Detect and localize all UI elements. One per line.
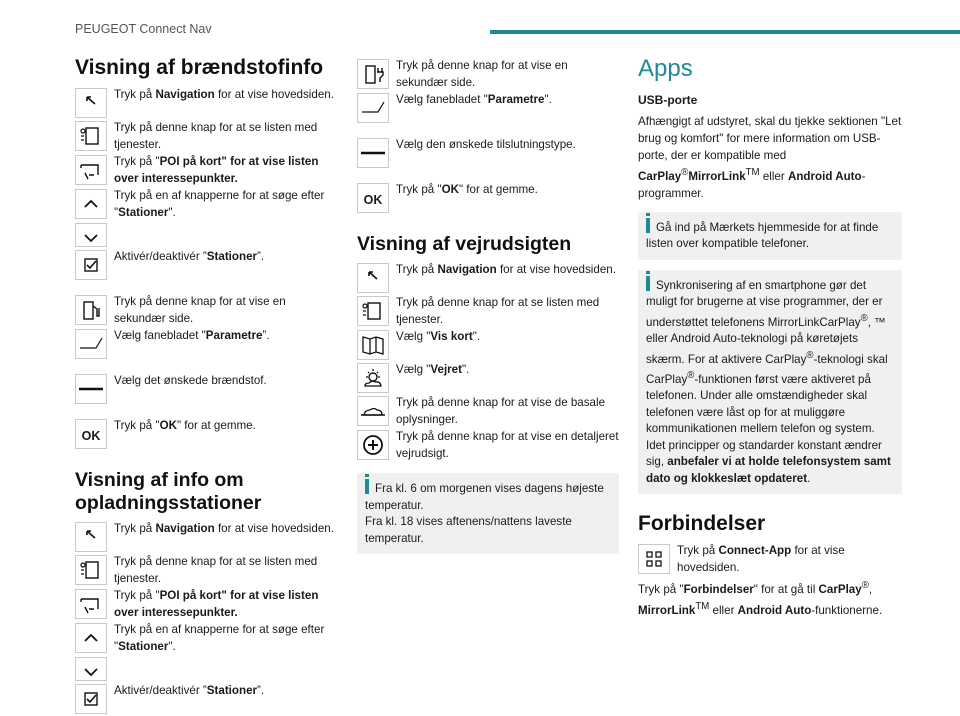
ok-icon: OK [75,419,107,449]
info-icon [646,218,650,233]
step-search-down [75,656,335,682]
column-2 [357,58,619,554]
step-apps-list: Tryk på denne knap for at se listen med tjenester. [75,120,335,153]
line-icon [75,374,107,404]
section-title-connections: Forbindelser [638,512,766,536]
navigation-arrow-icon [75,88,107,118]
plus-circle-icon [357,430,389,460]
chevron-down-icon [75,657,107,681]
apps-list-icon [357,296,389,326]
navigation-arrow-icon [357,263,389,293]
step-search-up: Tryk på en af knapperne for at søge efter "Stationer". [75,188,335,221]
header-title: PEUGEOT Connect Nav [75,22,212,36]
step-weather: Vælg "Vejret". [357,362,619,394]
step-poi: Tryk på "POI på kort" for at vise listen over interessepunkter. [75,154,335,187]
compat-note: Gå ind på Mærkets hjemmeside for at finde listen over kompatible telefoner. [638,212,902,260]
chevron-up-icon [75,623,107,653]
step-view-map: Vælg "Vis kort". [357,329,619,361]
step-basic-info: Tryk på denne knap for at vise de basale oplysninger. [357,395,619,428]
section-title-apps: Apps [638,55,693,82]
step-navigation: Tryk på Navigation for at vise hovedsiden. [357,262,619,294]
weather-note: Fra kl. 6 om morgenen vises dagens højeste temperatur. Fra kl. 18 vises aftenens/nattens laveste temperatur. [357,473,619,554]
poi-map-icon [75,589,107,619]
poi-map-icon [75,155,107,185]
step-search-down [75,222,335,248]
step-apps-list: Tryk på denne knap for at se listen med tjenester. [75,554,335,587]
info-icon [365,479,369,494]
subtitle-usb: USB-porte [638,93,698,107]
apps-list-icon [75,121,107,151]
step-ok-save: OK Tryk på "OK" for at gemme. [357,182,619,214]
step-secondary-page: Tryk på denne knap for at vise en sekundær side. [357,58,619,91]
checkbox-icon [75,684,107,714]
checkbox-icon [75,250,107,280]
step-secondary-page: Tryk på denne knap for at vise en sekundær side. [75,294,335,327]
step-navigation: Tryk på Navigation for at vise hovedsiden. [75,521,335,553]
section-title-weather: Visning af vejrudsigten [357,233,572,255]
step-tab-parameters: Vælg fanebladet "Parametre". [357,92,619,124]
step-connect-app: Tryk på Connect-App for at vise hovedsiden. [638,543,902,576]
step-toggle-stations: Aktivér/deaktivér ”Stationer”. [75,249,335,281]
weather-icon [357,363,389,393]
map-icon [357,330,389,360]
step-ok-save: OK Tryk på "OK" for at gemme. [75,418,335,450]
cloud-info-icon [357,396,389,426]
ok-icon: OK [357,183,389,213]
step-apps-list: Tryk på denne knap for at se listen med tjenester. [357,295,619,328]
chevron-up-icon [75,189,107,219]
step-poi: Tryk på "POI på kort" for at vise listen over interessepunkter. [75,588,335,621]
step-tab-parameters: Vælg fanebladet "Parametre”. [75,328,335,360]
section-title-fuel: Visning af brændstofinfo [75,56,324,79]
section-title-charging: Visning af info om opladningsstationer [75,469,262,514]
charging-plug-icon [357,59,389,89]
step-search-up: Tryk på en af knapperne for at søge efter "Stationer". [75,622,335,655]
step-toggle-stations: Aktivér/deaktivér ”Stationer”. [75,683,335,715]
grid-apps-icon [638,544,670,574]
connections-paragraph: Tryk på "Forbindelser" for at gå til CarPlay®, MirrorLink™ eller Android Auto-funktionerne. [638,580,883,618]
header-accent-bar [490,30,960,34]
sync-note: Synkronisering af en smartphone gør det muligt for brugerne at vise programmer, der er understøttet telefonens MirrorLinkCarPlay®, ™ eller Android Auto-teknologi på køretøjets skærm. For at aktivere CarPlay®-teknologi skal CarPlay®-funktionen først være aktiveret på telefonen. Under alle omstændigheder skal telefonen være låst op for at muliggøre kommunikationen mellem telefon og system. Idet principper og standarder konstant ændrer sig, anbefaler vi at holde telefonsystem samt dato og klokkeslæt opdateret. [638,270,902,495]
step-navigation: Tryk på Navigation for at vise hovedsiden. [75,87,335,119]
step-detailed-forecast: Tryk på denne knap for at vise en detaljeret vejrudsigt. [357,429,619,462]
column-3 [638,55,902,629]
fuel-pump-icon [75,295,107,325]
step-select-connection: Vælg den ønskede tilslutningstype. [357,137,619,169]
navigation-arrow-icon [75,522,107,552]
chevron-down-icon [75,223,107,247]
info-icon [646,276,650,291]
step-select-fuel: Vælg det ønskede brændstof. [75,373,335,405]
column-1 [75,56,335,716]
tab-icon [357,93,389,123]
tab-icon [75,329,107,359]
apps-list-icon [75,555,107,585]
usb-paragraph: Afhængigt af udstyret, skal du tjekke sektionen "Let brug og komfort" for mere information om USB-porte, der er kompatible med CarPlay®MirrorLink™ eller Android Auto-programmer. [638,115,902,200]
line-icon [357,138,389,168]
